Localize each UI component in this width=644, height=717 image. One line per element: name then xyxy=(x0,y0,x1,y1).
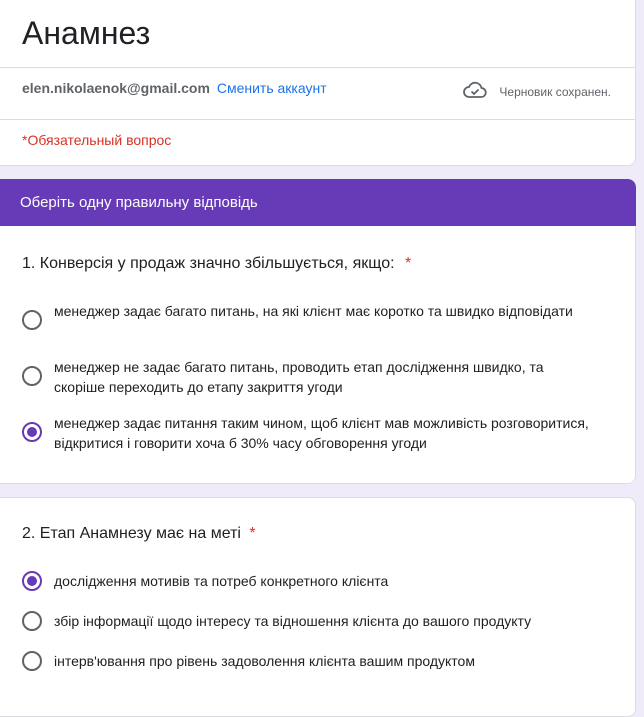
question-1-option-3[interactable] xyxy=(22,413,595,453)
option-label: менеджер задає питання таким чином, щоб клієнт мав можливість розговоритися, відкритися і говорити хоча б 30% часу обговорення угоди xyxy=(54,415,589,451)
question-2-option-3[interactable] xyxy=(22,651,595,671)
switch-account-link[interactable]: Сменить аккаунт xyxy=(216,80,327,96)
question-1-card xyxy=(0,226,636,484)
option-label: менеджер задає багато питань, на які клієнт має коротко та швидко відповідати xyxy=(54,303,573,319)
draft-status xyxy=(463,81,611,102)
cloud-done-icon xyxy=(463,81,487,102)
option-label: менеджер не задає багато питань, проводить етап дослідження швидко, та скоріше переходить до етапу закриття угоди xyxy=(54,359,544,395)
form-header-card xyxy=(0,0,636,166)
account-email: elen.nikolaenok@gmail.com xyxy=(22,80,210,96)
question-2-card xyxy=(0,497,636,717)
radio-button[interactable] xyxy=(22,571,42,591)
section-title: Оберіть одну правильну відповідь xyxy=(20,194,258,211)
question-2-title xyxy=(22,524,256,544)
section-header xyxy=(0,179,636,226)
radio-button[interactable] xyxy=(22,651,42,671)
question-1-title xyxy=(22,254,411,274)
radio-button[interactable] xyxy=(22,310,42,330)
option-label: інтерв'ювання про рівень задоволення клієнта вашим продуктом xyxy=(54,653,475,669)
option-label: дослідження мотивів та потреб конкретного клієнта xyxy=(54,573,389,589)
header-divider xyxy=(0,67,635,68)
radio-button[interactable] xyxy=(22,611,42,631)
question-2-option-1[interactable] xyxy=(22,571,595,591)
section-card xyxy=(0,179,636,484)
question-1-title-text: 1. Конверсія у продаж значно збільшується, якщо: xyxy=(22,255,395,272)
radio-button[interactable] xyxy=(22,422,42,442)
question-1-option-2[interactable] xyxy=(22,357,595,397)
form-title: Анамнез xyxy=(22,15,151,51)
required-asterisk: * xyxy=(249,525,256,542)
account-row xyxy=(22,79,327,97)
radio-button[interactable] xyxy=(22,366,42,386)
question-2-title-text: 2. Етап Анамнезу має на меті xyxy=(22,525,241,542)
required-asterisk: * xyxy=(405,255,412,272)
question-2-option-2[interactable] xyxy=(22,611,595,631)
draft-status-text: Черновик сохранен. xyxy=(499,84,611,99)
header-divider-2 xyxy=(0,119,635,120)
required-note: *Обязательный вопрос xyxy=(22,132,172,148)
question-1-option-1[interactable] xyxy=(22,301,595,330)
option-label: збір інформації щодо інтересу та відношення клієнта до вашого продукту xyxy=(54,613,532,629)
